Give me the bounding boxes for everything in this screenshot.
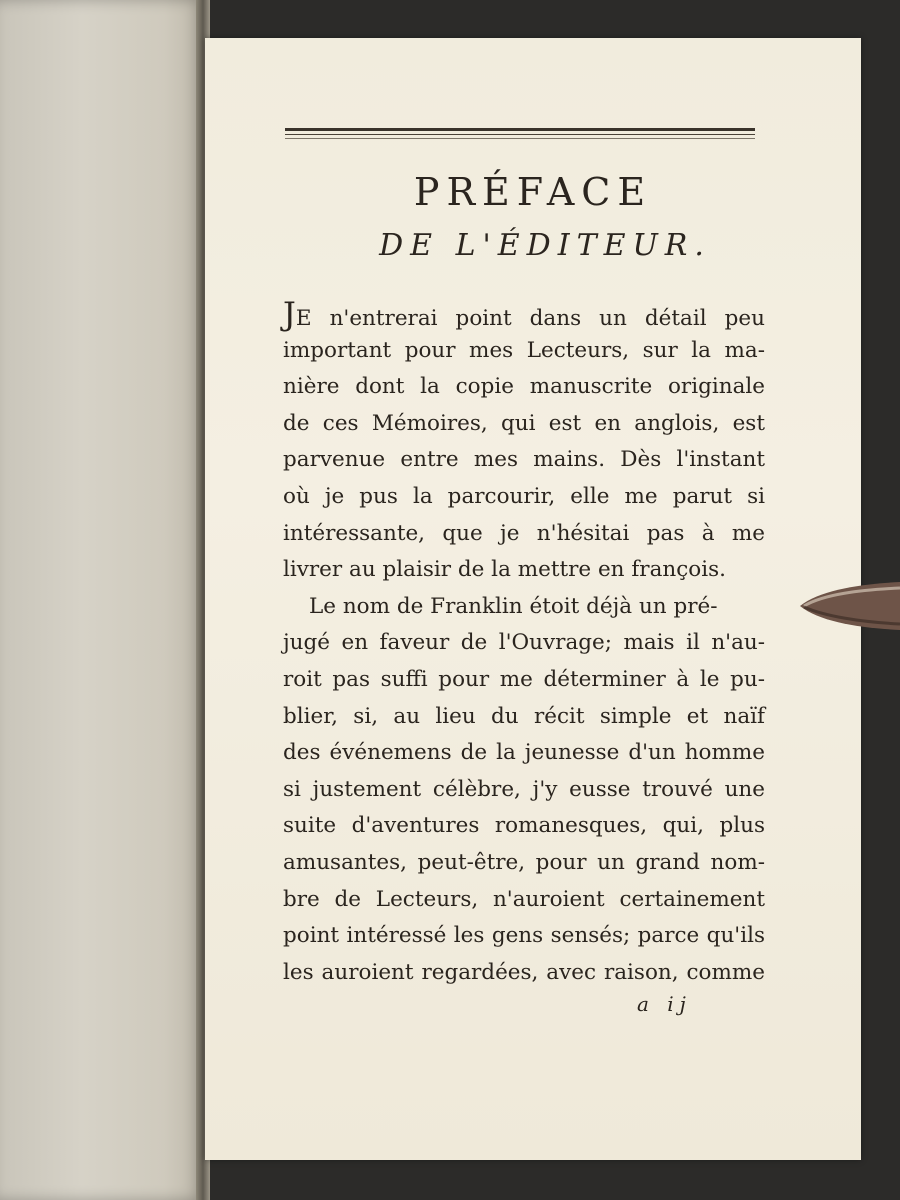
- page-subheading: DE L'ÉDITEUR.: [379, 228, 711, 263]
- text-line-10: jugé en faveur de l'Ouvrage; mais il n'au-: [283, 630, 765, 656]
- text-line-14: si justement célèbre, j'y eusse trouvé une: [283, 776, 765, 802]
- text-line-4: de ces Mémoires, qui est en anglois, est: [283, 410, 765, 436]
- text-line-3: nière dont la copie manuscrite originale: [283, 374, 765, 400]
- text-line-18: point intéressé les gens sensés; parce qu'ils: [283, 923, 765, 949]
- text-line-7: intéressante, que je n'hésitai pas à me: [283, 520, 765, 546]
- bookmark-tab: [800, 578, 900, 634]
- left-page: [0, 0, 205, 1200]
- book-page: [205, 38, 861, 1160]
- signature-mark: a ij: [637, 992, 692, 1016]
- text-line-11: roit pas suffi pour me déterminer à le pu-: [283, 666, 765, 692]
- text-line-15: suite d'aventures romanesques, qui, plus: [283, 813, 765, 839]
- body-text: [283, 296, 765, 991]
- decorative-rule: [285, 124, 755, 144]
- text-line-2: important pour mes Lecteurs, sur la ma-: [283, 337, 765, 363]
- text-line-1: JE n'entrerai point dans un détail peu: [283, 295, 765, 333]
- text-line-8: livrer au plaisir de la mettre en françois.: [283, 557, 726, 583]
- drop-cap: J: [283, 295, 296, 333]
- text-line-12: blier, si, au lieu du récit simple et naïf: [283, 703, 765, 729]
- text-line-9: Le nom de Franklin étoit déjà un pré-: [309, 593, 718, 619]
- text-line-17: bre de Lecteurs, n'auroient certainement: [283, 886, 765, 912]
- page-heading: PRÉFACE: [413, 170, 653, 214]
- text-line-13: des événemens de la jeunesse d'un homme: [283, 740, 765, 766]
- text-line-19: les auroient regardées, avec raison, comme: [283, 959, 765, 985]
- text-line-6: où je pus la parcourir, elle me parut si: [283, 483, 765, 509]
- text-line-5: parvenue entre mes mains. Dès l'instant: [283, 447, 765, 473]
- text-line-16: amusantes, peut-être, pour un grand nom-: [283, 849, 765, 875]
